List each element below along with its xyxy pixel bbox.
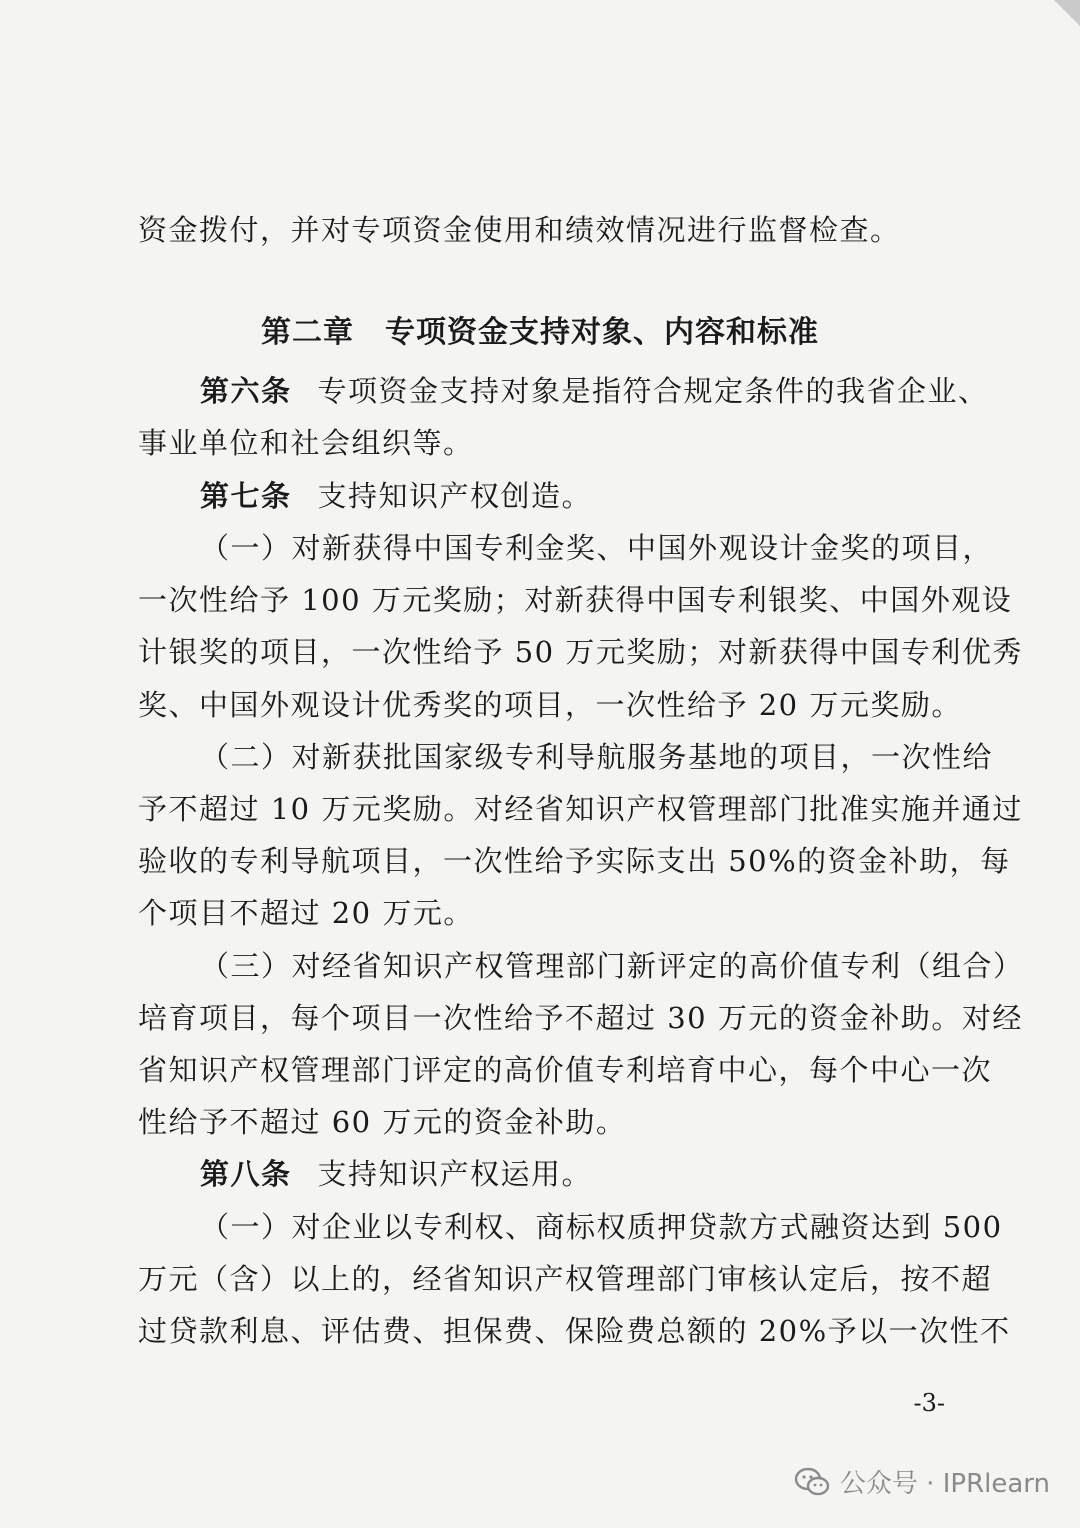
- article-7-line: [200, 476, 948, 516]
- paragraph-line: （一）对企业以专利权、商标权质押贷款方式融资达到 500: [200, 1210, 1003, 1244]
- paragraph-line: 个项目不超过 20 万元。: [138, 896, 474, 930]
- article-8-line: [200, 1154, 948, 1194]
- article-6-label: 第六条: [200, 374, 292, 408]
- paragraph-line: 培育项目，每个项目一次性给予不超过 30 万元的资金补助。对经: [138, 1001, 1023, 1035]
- article-8-text: 支持知识产权运用。: [317, 1157, 593, 1191]
- article-6-line: [200, 371, 989, 411]
- paragraph-line: 予不超过 10 万元奖励。对经省知识产权管理部门批准实施并通过: [138, 792, 1023, 826]
- chapter-heading: 第二章 专项资金支持对象、内容和标准: [261, 315, 819, 350]
- page-corner-fold: [1054, 0, 1080, 26]
- paragraph-line: 事业单位和社会组织等。: [138, 426, 474, 460]
- paragraph-line: （二）对新获批国家级专利导航服务基地的项目，一次性给: [200, 740, 994, 774]
- paragraph-line: 一次性给予 100 万元奖励；对新获得中国专利银奖、中国外观设: [138, 583, 1013, 617]
- paragraph-line: 验收的专利导航项目，一次性给予实际支出 50%的资金补助，每: [138, 844, 1011, 878]
- paragraph-line: 奖、中国外观设计优秀奖的项目，一次性给予 20 万元奖励。: [138, 688, 962, 722]
- paragraph-line: 资金拨付，并对专项资金使用和绩效情况进行监督检查。: [138, 213, 901, 247]
- page-number: -3-: [913, 1389, 945, 1417]
- paragraph-line: （三）对经省知识产权管理部门新评定的高价值专利（组合）: [200, 949, 1024, 983]
- paragraph-line: 万元（含）以上的，经省知识产权管理部门审核认定后，按不超: [138, 1262, 993, 1296]
- paragraph-line: 性给予不超过 60 万元的资金补助。: [138, 1105, 627, 1139]
- article-7-text: 支持知识产权创造。: [317, 479, 593, 513]
- paragraph-line: （一）对新获得中国专利金奖、中国外观设计金奖的项目，: [200, 531, 994, 565]
- wechat-icon: [794, 1467, 830, 1497]
- paragraph-line: 计银奖的项目，一次性给予 50 万元奖励；对新获得中国专利优秀: [138, 635, 1023, 669]
- article-8-label: 第八条: [200, 1157, 292, 1191]
- paragraph-line: 过贷款利息、评估费、担保费、保险费总额的 20%予以一次性不: [138, 1314, 1011, 1348]
- article-6-text: 专项资金支持对象是指符合规定条件的我省企业、: [317, 374, 989, 408]
- watermark: [794, 1463, 1050, 1500]
- paragraph-line: 省知识产权管理部门评定的高价值专利培育中心，每个中心一次: [138, 1053, 993, 1087]
- watermark-text: 公众号 · IPRlearn: [839, 1469, 1050, 1499]
- article-7-label: 第七条: [200, 479, 292, 513]
